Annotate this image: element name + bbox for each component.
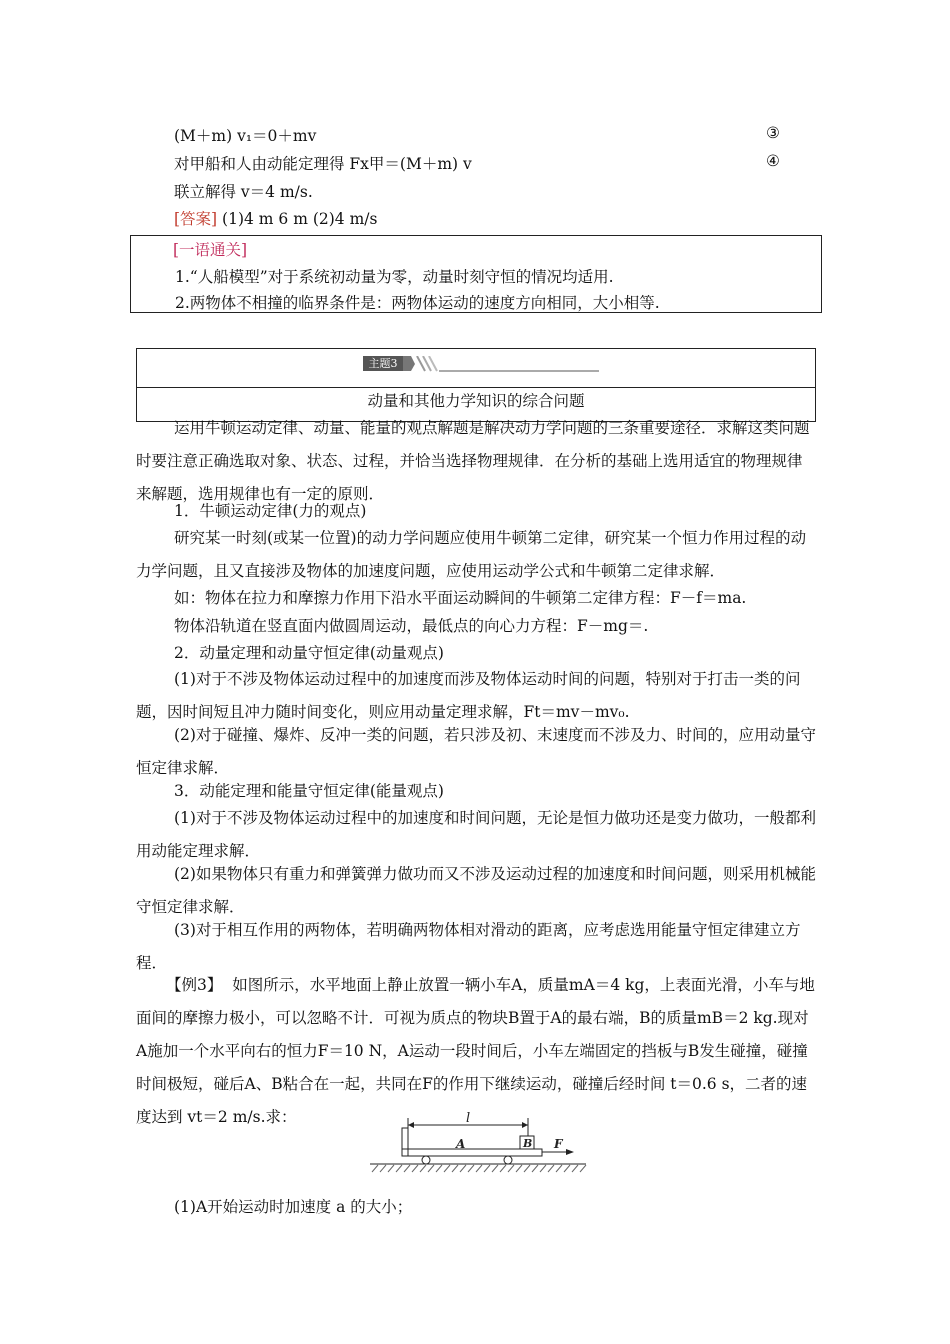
equation-4: 对甲船和人由动能定理得 Fx甲＝(M＋m) v (174, 155, 472, 173)
answer-line (174, 207, 377, 229)
answer-label: [答案] (174, 210, 218, 228)
paragraph-3a: (1)对于不涉及物体运动过程中的加速度和时间问题，无论是恒力做功还是变力做功，一般都利用动能定理求解． (136, 809, 816, 860)
length-arrow-right-head (522, 1122, 528, 1128)
topic-tag-stripes (403, 356, 603, 374)
example-text: 如图所示，水平地面上静止放置一辆小车A，质量mA＝4 kg，上表面光滑，小车与地面间的摩擦力极小，可以忽略不计．可视为质点的物块B置于A的最右端，B的质量mB＝2 kg.现对A施加一个水平向右的恒力F＝10 N，A运动一段时间后，小车左端固定的挡板与B发生碰撞，碰撞时间极短，碰后A、B粘合在一起，共同在F的作用下继续运动，碰撞后经时间 t＝0.6 s，二者的速度达到 vt＝2 m/s.求： (136, 976, 815, 1126)
label-a: A (456, 1137, 466, 1151)
wheel-right (504, 1156, 512, 1164)
intro-paragraph: 运用牛顿运动定律、动量、能量的观点解题是解决动力学问题的三条重要途径．求解这类问题时要注意正确选取对象、状态、过程，并恰当选择物理规律．在分析的基础上选用适宜的物理规律来解题，选用规律也有一定的原则． (136, 419, 810, 503)
length-arrow-left-head (408, 1122, 414, 1128)
cart-wall (402, 1128, 408, 1156)
topic-tag: 主题3 (363, 356, 403, 371)
cart-figure (368, 1112, 588, 1184)
summary-title: [一语通关] (173, 241, 248, 259)
equation-number-4: ④ (766, 152, 780, 170)
label-l: l (466, 1112, 471, 1126)
heading-1: 1．牛顿运动定律(力的观点) (174, 502, 367, 520)
example-paragraph (136, 969, 816, 1134)
label-b: B (523, 1137, 533, 1150)
paragraph-2a: (1)对于不涉及物体运动过程中的加速度而涉及物体运动时间的问题，特别对于打击一类的问题，因时间短且冲力随时间变化，则应用动量定理求解，Ft＝mv－mv₀. (136, 670, 801, 721)
topic-title: 动量和其他力学知识的综合问题 (367, 392, 585, 410)
summary-box (130, 235, 822, 313)
summary-item-2: 2.两物体不相撞的临界条件是：两物体运动的速度方向相同，大小相等. (175, 294, 660, 312)
summary-item-1: 1.“人船模型”对于系统初动量为零，动量时刻守恒的情况均适用. (175, 268, 614, 286)
equation-number-3: ③ (766, 124, 780, 142)
paragraph-2b: (2)对于碰撞、爆炸、反冲一类的问题，若只涉及初、末速度而不涉及力、时间的，应用动量守恒定律求解． (136, 726, 816, 777)
example-label: 【例3】 (166, 976, 223, 994)
paragraph-1: 研究某一时刻(或某一位置)的动力学问题应使用牛顿第二定律，研究某一个恒力作用过程的动力学问题，且又直接涉及物体的加速度问题，应使用运动学公式和牛顿第二定律求解． (136, 529, 807, 580)
heading-3: 3．动能定理和能量守恒定律(能量观点) (174, 782, 444, 800)
paragraph-1c: 物体沿轨道在竖直面内做圆周运动，最低点的向心力方程：F－mg＝. (174, 617, 649, 635)
cart-body (402, 1149, 542, 1156)
paragraph-1b: 如：物体在拉力和摩擦力作用下沿水平面运动瞬间的牛顿第二定律方程：F－f＝ma. (174, 589, 747, 607)
force-arrow-head (566, 1149, 574, 1155)
equation-3: (M＋m) v₁＝0＋mv (174, 127, 317, 145)
paragraph-3b: (2)如果物体只有重力和弹簧弹力做功而又不涉及运动过程的加速度和时间问题，则采用机械能守恒定律求解． (136, 865, 816, 916)
question-1: (1)A开始运动时加速度 a 的大小； (174, 1198, 413, 1216)
wheel-left (422, 1156, 430, 1164)
ground-hatching (372, 1165, 586, 1172)
label-f: F (554, 1137, 563, 1151)
paragraph-3c: (3)对于相互作用的两物体，若明确两物体相对滑动的距离，应考虑选用能量守恒定律建立方程． (136, 921, 801, 972)
answer-text: (1)4 m 6 m (2)4 m/s (217, 210, 378, 228)
heading-2: 2．动量定理和动量守恒定律(动量观点) (174, 644, 444, 662)
solution-line: 联立解得 v＝4 m/s. (174, 183, 313, 201)
topic-header (136, 348, 816, 422)
topic-divider (137, 387, 815, 388)
